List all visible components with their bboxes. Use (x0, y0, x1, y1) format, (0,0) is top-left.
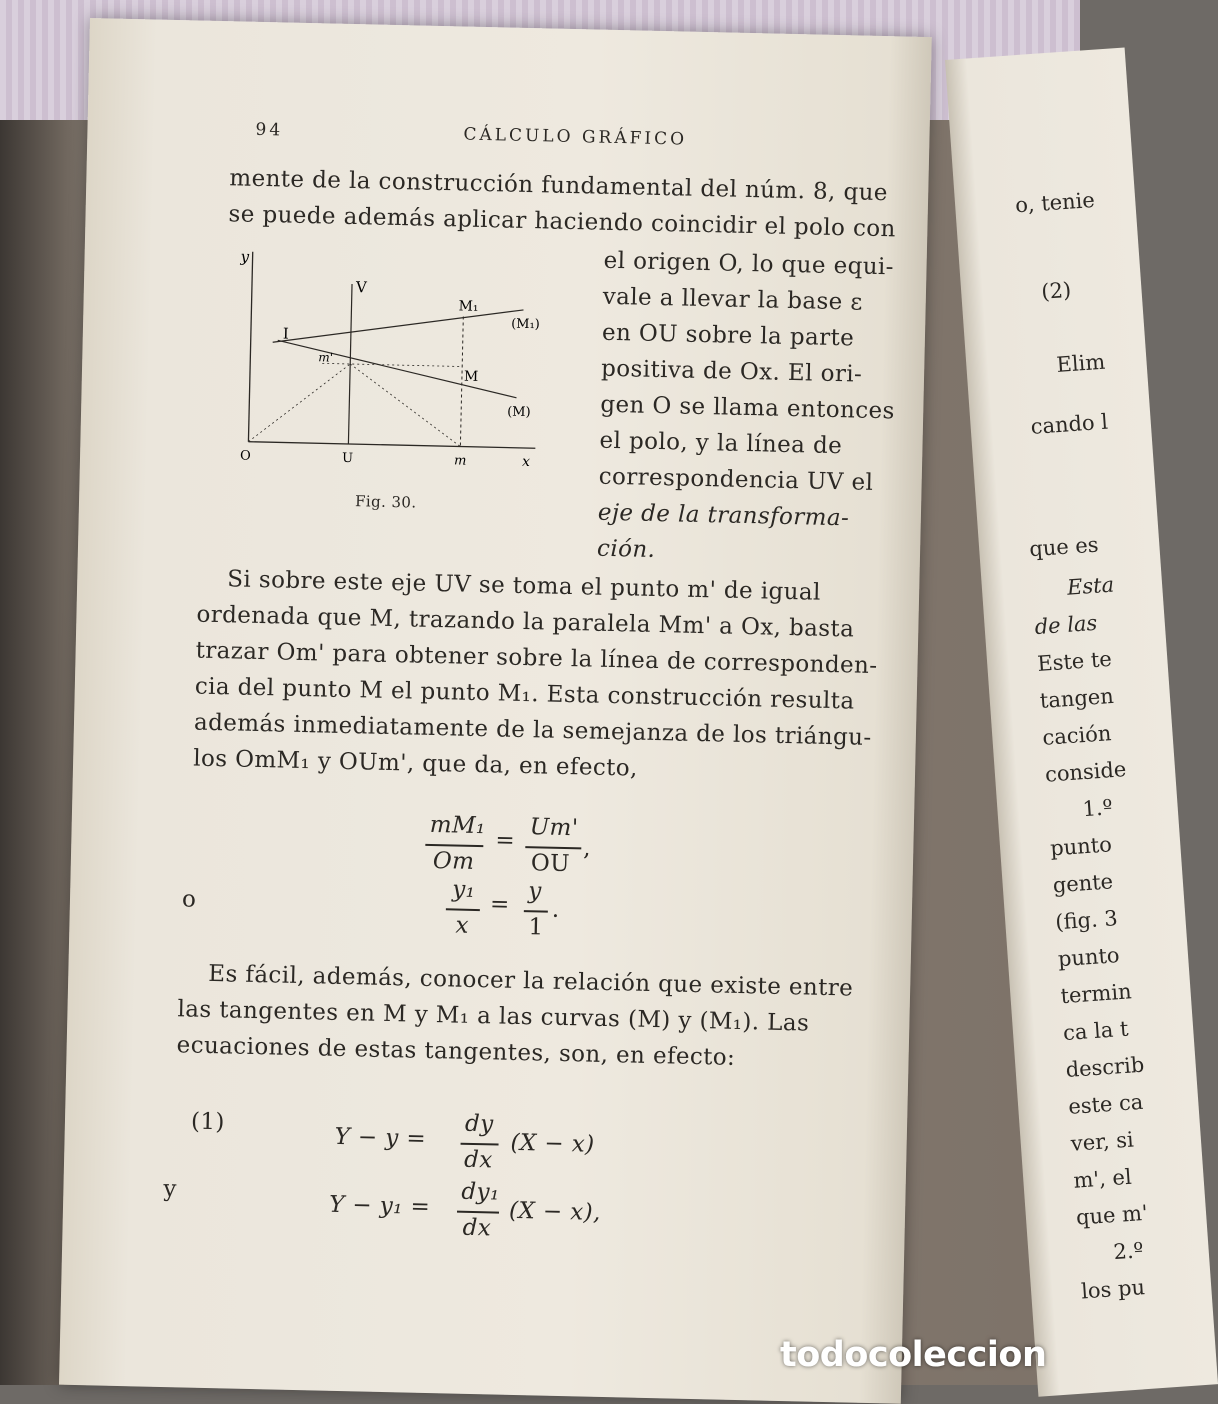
text-line: el polo, y la línea de (599, 427, 843, 460)
label-I: I (282, 324, 290, 343)
eq1-equals: = (495, 827, 516, 854)
axis-label-x: x (521, 453, 531, 471)
right-fragment: describ (1064, 1052, 1146, 1083)
eq2-end: . (551, 896, 560, 923)
eq2-fraction-bar (446, 908, 480, 910)
right-fragment: (fig. 3 (1054, 906, 1119, 935)
book-page (59, 18, 932, 1404)
eq1-num-right: Um' (529, 814, 579, 842)
label-m: m (453, 453, 467, 469)
label-U: U (341, 450, 354, 467)
figure-30 (230, 241, 555, 478)
eq3-rhs: (X − x) (510, 1129, 595, 1158)
eq3-label: (1) (190, 1108, 226, 1136)
text-line: positiva de Ox. El ori- (600, 355, 863, 388)
right-fragment: conside (1044, 757, 1128, 787)
text-line: correspondencia UV el (598, 463, 874, 496)
eq1-fraction-bar (425, 844, 483, 847)
right-fragment: los pu (1080, 1275, 1146, 1304)
text-line: se puede además aplicar haciendo coincidir el polo con (228, 201, 897, 243)
eq2-num-left: y₁ (452, 876, 476, 903)
right-fragment: m', el (1072, 1164, 1133, 1193)
text-line: Es fácil, además, conocer la relación que existe entre (208, 960, 854, 1002)
page-number: 94 (255, 119, 284, 141)
text-line: trazar Om' para obtener sobre la línea de corresponden- (195, 637, 878, 680)
text-line: las tangentes en M y M₁ a las curvas (M) y (M₁). Las (177, 996, 810, 1037)
right-fragment: que m' (1075, 1200, 1149, 1230)
text-line: Si sobre este eje UV se toma el punto m' de igual (227, 566, 822, 606)
text-line: ordenada que M, trazando la paralela Mm' a Ox, basta (196, 601, 855, 643)
eq3-lhs: Y − y = (334, 1123, 427, 1152)
text-line: ecuaciones de estas tangentes, son, en efecto: (176, 1032, 736, 1071)
right-fragment: gente (1052, 869, 1114, 898)
eq2-num-right: y (528, 878, 543, 905)
label-curve-M1: (M₁) (510, 316, 540, 333)
right-fragment: 2.º (1112, 1238, 1145, 1265)
right-fragment: Elim (1055, 349, 1106, 377)
text-line: gen O se llama entonces (600, 391, 896, 425)
text-line: eje de la transforma- (597, 499, 850, 532)
right-fragment: ver, si (1070, 1127, 1135, 1156)
eq3-den: dx (463, 1146, 493, 1174)
text-line: vale a llevar la base ε (602, 283, 864, 316)
figure-caption: Fig. 30. (354, 492, 417, 512)
axis-label-y: y (240, 247, 250, 266)
label-m-prime: m' (318, 350, 334, 365)
right-fragment: que es (1028, 532, 1100, 562)
right-fragment: o, tenie (1014, 187, 1096, 218)
watermark: todocoleccion (780, 1335, 1047, 1375)
text-line: en OU sobre la parte (601, 319, 855, 352)
eq3-fraction-bar (461, 1143, 499, 1145)
right-fragment: cando l (1029, 409, 1109, 439)
label-V: V (355, 278, 368, 297)
eq1-den-right: OU (530, 850, 571, 878)
text-line: el origen O, lo que equi- (603, 247, 895, 281)
eq2-equals: = (489, 891, 510, 918)
right-fragment: Esta (1066, 572, 1115, 600)
text-line: mente de la construcción fundamental del núm. 8, que (229, 165, 889, 207)
text-line: los OmM₁ y OUm', que da, en efecto, (192, 745, 639, 782)
running-header: CÁLCULO GRÁFICO (463, 124, 688, 150)
eq4-den: dx (462, 1214, 492, 1242)
label-curve-M: (M) (506, 404, 531, 421)
eq2-den-left: x (455, 912, 470, 939)
right-fragment: (2) (1040, 277, 1072, 304)
eq1-end: , (582, 835, 592, 862)
right-fragment: de las (1033, 610, 1099, 640)
right-fragment: tangen (1039, 683, 1115, 713)
text-line: además inmediatamente de la semejanza de los triángu- (193, 709, 872, 751)
connector-y: y (163, 1175, 178, 1203)
eq3-num: dy (464, 1110, 494, 1138)
eq4-num: dy₁ (461, 1178, 500, 1206)
right-fragment: punto (1049, 832, 1113, 861)
eq1-num-left: mM₁ (429, 811, 486, 840)
right-fragment: termin (1059, 979, 1133, 1009)
label-O: O (239, 448, 251, 464)
right-fragment: 1.º (1081, 795, 1114, 822)
label-M: M (463, 368, 479, 385)
text-line: ción. (596, 535, 656, 563)
text-line: cia del punto M el punto M₁. Esta construcción resulta (194, 673, 855, 715)
connector-o: o (181, 886, 197, 913)
eq1-fraction-bar (525, 846, 581, 849)
right-fragment: este ca (1067, 1089, 1145, 1119)
right-fragment: punto (1057, 943, 1121, 972)
right-fragment: cación (1041, 721, 1113, 750)
right-fragment: ca la t (1062, 1016, 1130, 1046)
eq4-fraction-bar (457, 1211, 499, 1213)
eq4-rhs: (X − x), (508, 1197, 602, 1226)
eq4-lhs: Y − y₁ = (328, 1191, 431, 1221)
right-fragment: Este te (1036, 646, 1113, 676)
eq2-fraction-bar (524, 910, 548, 912)
label-M1: M₁ (458, 298, 479, 315)
eq2-den-right: 1 (528, 914, 544, 941)
eq1-den-left: Om (432, 848, 475, 875)
